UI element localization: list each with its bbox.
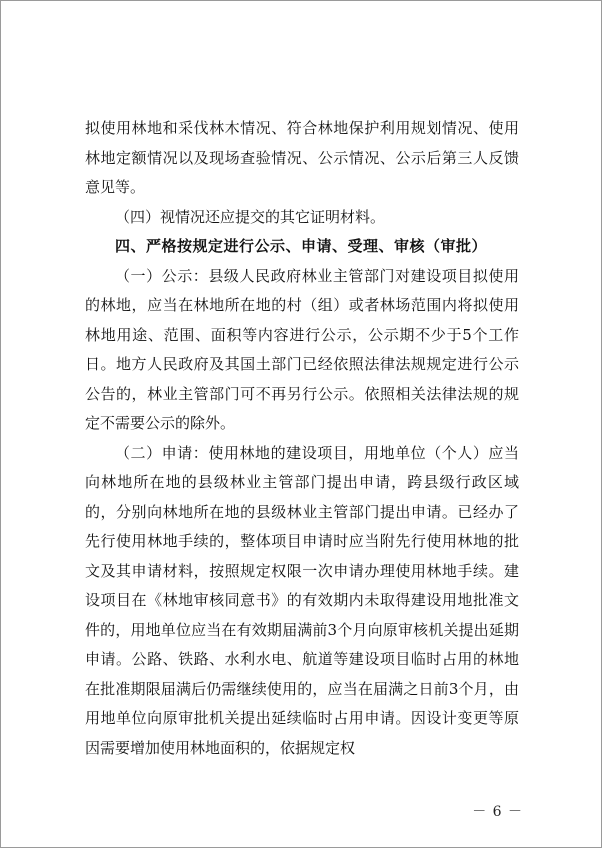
document-body	[85, 114, 519, 763]
paragraph-publicity: （一）公示：县级人民政府林业主管部门对建设项目拟使用的林地，应当在林地所在地的村（组）或者林场范围内将拟使用林地用途、范围、面积等内容进行公示，公示期不少于5个工作日。地方人民政府及其国土部门已经依照法律法规规定进行公示公告的，林业主管部门可不再另行公示。依照相关法律法规的规定不需要公示的除外。	[85, 266, 519, 432]
paragraph-item-four: （四）视情况还应提交的其它证明材料。	[115, 207, 386, 226]
paragraph-continuation: 拟使用林地和采伐林木情况、符合林地保护利用规划情况、使用林地定额情况以及现场查验情况、公示情况、公示后第三人反馈意见等。	[85, 119, 519, 196]
paragraph-application: （二）申请：使用林地的建设项目，用地单位（个人）应当向林地所在地的县级林业主管部门提出申请，跨县级行政区域的，分别向林地所在地的县级林业主管部门提出申请。已经办了先行使用林地手续的，整体项目申请时应当附先行使用林地的批文及其申请材料，按照规定权限一次申请办理使用林地手续。建设项目在《林地审核同意书》的有效期内未取得建设用地批准文件的，用地单位应当在有效期届满前3个月向原审核机关提出延期申请。公路、铁路、水利水电、航道等建设项目临时占用的林地在批准期限届满后仍需继续使用的，应当在届满之日前3个月，由用地单位向原审批机关提出延续临时占用申请。因设计变更等原因需要增加使用林地面积的，依据规定权	[85, 443, 519, 757]
page-number: － 6 －	[472, 804, 523, 820]
section-heading: 四、严格按规定进行公示、申请、受理、审核（审批）	[115, 237, 488, 255]
